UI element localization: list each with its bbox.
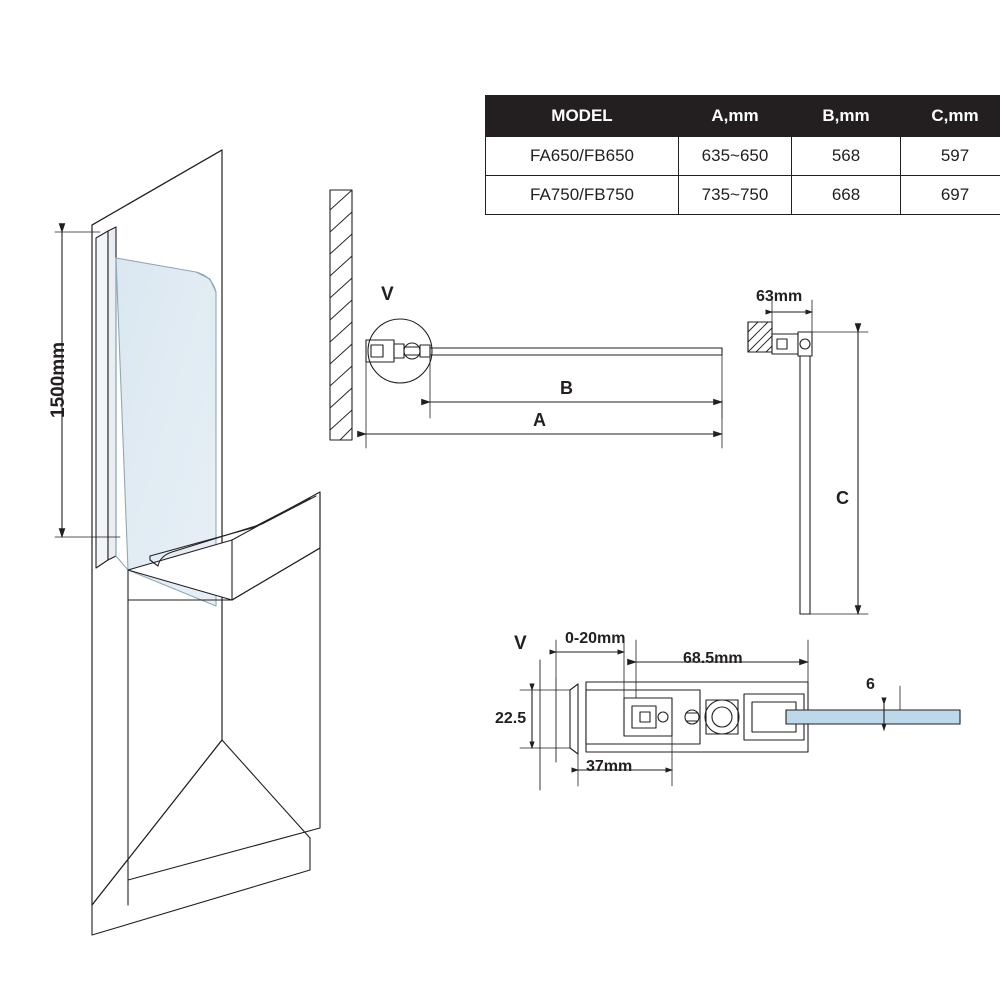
label-dim-gap: 0-20mm xyxy=(565,630,626,647)
th-c: C,mm xyxy=(901,96,1000,137)
cell-a: 635~650 xyxy=(679,137,792,176)
label-height-1500mm: 1500mm xyxy=(48,341,69,418)
cell-c: 597 xyxy=(901,137,1000,176)
label-dim-height: 22.5 xyxy=(495,710,527,727)
side-view xyxy=(748,300,868,614)
label-dim-a: A xyxy=(533,410,546,430)
label-dim-glass: 6 xyxy=(866,676,875,693)
label-detail-marker-plan: V xyxy=(381,284,394,305)
bath-screen-perspective xyxy=(92,150,320,935)
label-dim-base: 37mm xyxy=(586,758,633,775)
cell-c: 697 xyxy=(901,176,1000,215)
cell-model: FA750/FB750 xyxy=(486,176,679,215)
cell-b: 568 xyxy=(792,137,901,176)
th-a: A,mm xyxy=(679,96,792,137)
table-header-row xyxy=(486,96,1000,137)
th-b: B,mm xyxy=(792,96,901,137)
th-model: MODEL xyxy=(486,96,679,137)
table-row xyxy=(486,137,1000,176)
label-dim-b: B xyxy=(560,378,573,398)
cell-b: 668 xyxy=(792,176,901,215)
model-spec-table xyxy=(485,95,1000,215)
plan-view xyxy=(330,190,722,448)
label-dim-c: C xyxy=(836,488,849,508)
cell-a: 735~750 xyxy=(679,176,792,215)
label-detail-marker-section: V xyxy=(514,633,527,654)
label-dim-profile: 68.5mm xyxy=(683,650,743,667)
table-row xyxy=(486,176,1000,215)
label-dim-63mm: 63mm xyxy=(756,288,803,305)
plan-hinge-block xyxy=(366,340,430,362)
cell-model: FA650/FB650 xyxy=(486,137,679,176)
